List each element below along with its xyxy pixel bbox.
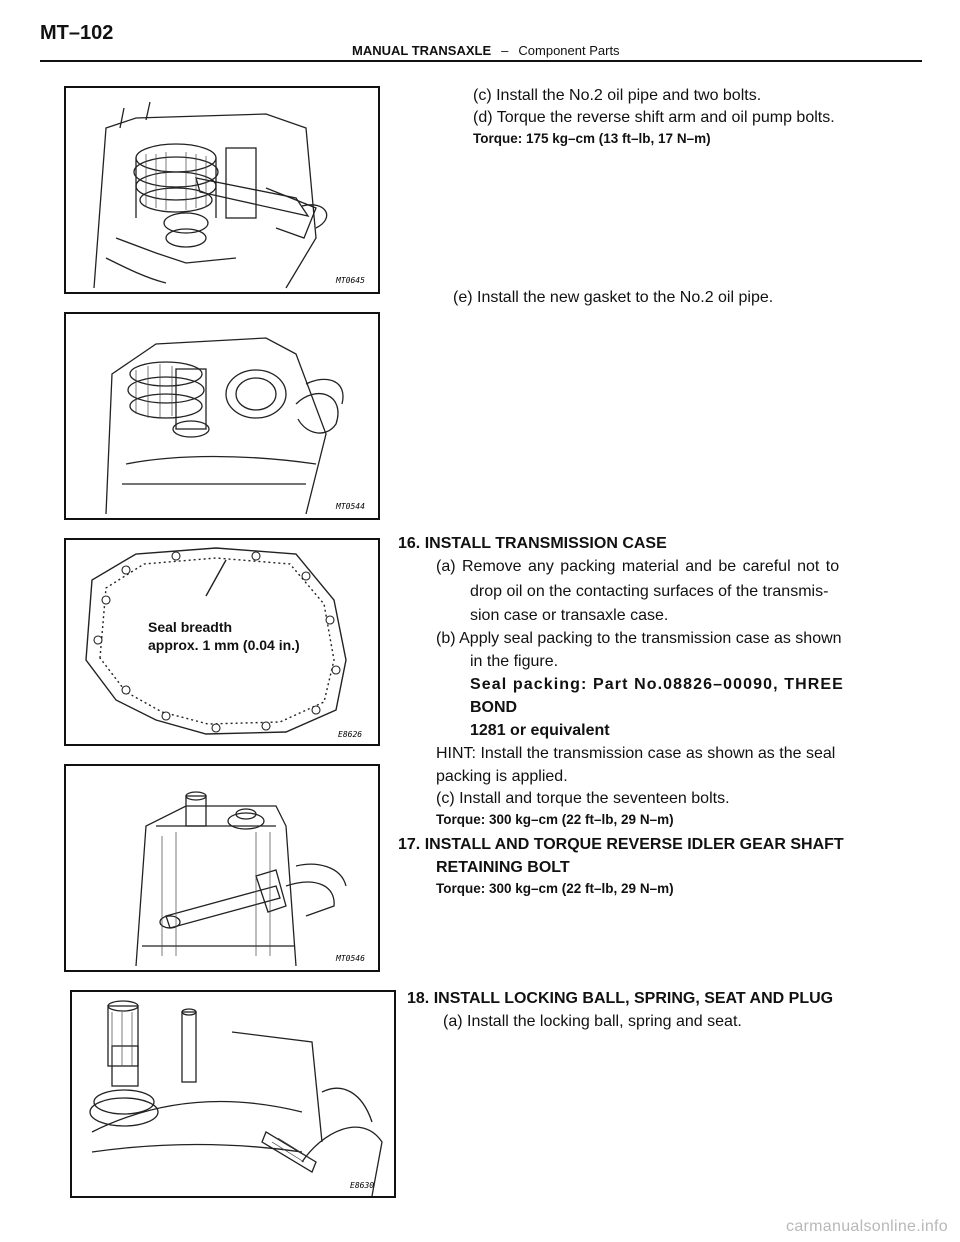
figure-gasket-install [64,312,380,520]
step-16-title: 16. INSTALL TRANSMISSION CASE [398,535,667,552]
step-16-hint-line2: packing is applied. [436,768,568,785]
step-18-title: 18. INSTALL LOCKING BALL, SPRING, SEAT AND PLUG [407,990,834,1007]
section-header [352,43,620,58]
step-15d: (d) Torque the reverse shift arm and oil pump bolts. [473,109,835,126]
figure-label-seal-approx: approx. 1 mm (0.04 in.) [148,637,300,653]
step-16a-line2: drop oil on the contacting surfaces of the transmis- [470,583,829,600]
step-16b-line1: (b) Apply seal packing to the transmission case as shown [436,630,842,647]
figure-seal-packing [64,538,380,746]
step-17-title-line1: 17. INSTALL AND TORQUE REVERSE IDLER GEAR SHAFT [398,836,844,853]
step-15e: (e) Install the new gasket to the No.2 oil pipe. [453,289,774,306]
figure-illustration [66,766,378,970]
step-15d-torque: Torque: 175 kg–cm (13 ft–lb, 17 N–m) [473,131,711,146]
step-16b-seal-line3: 1281 or equivalent [470,722,610,739]
section-separator: – [501,43,509,58]
step-16c-torque: Torque: 300 kg–cm (22 ft–lb, 29 N–m) [436,812,674,827]
figure-illustration [72,992,394,1196]
step-17-torque: Torque: 300 kg–cm (22 ft–lb, 29 N–m) [436,881,674,896]
figure-code: MT0544 [336,502,365,511]
figure-oil-pipe-install [64,86,380,294]
header-rule [40,60,922,62]
figure-illustration [66,540,378,744]
step-16b-seal-line2: BOND [470,699,518,716]
figure-code: E8630 [350,1181,375,1190]
step-16a-line3: sion case or transaxle case. [470,607,669,624]
step-16c: (c) Install and torque the seventeen bolts. [436,790,730,807]
figure-code: E8626 [338,730,363,739]
watermark: carmanualsonline.info [786,1218,948,1235]
figure-label-seal-breadth: Seal breadth [148,619,233,635]
step-17-title-line2: RETAINING BOLT [436,859,570,876]
figure-code: MT0546 [336,954,365,963]
step-15c: (c) Install the No.2 oil pipe and two bolts. [473,87,762,104]
figure-idler-shaft-bolt [64,764,380,972]
step-16a-line1: (a) Remove any packing material and be careful not to [436,558,840,575]
figure-illustration [66,88,378,292]
step-16-hint-line1: HINT: Install the transmission case as shown as the seal [436,745,836,762]
section-title: MANUAL TRANSAXLE [352,43,492,58]
page-number: MT–102 [40,22,114,44]
step-18a: (a) Install the locking ball, spring and seat. [443,1013,742,1030]
figure-code: MT0645 [336,276,365,285]
step-16b-seal-line1: Seal packing: Part No.08826–00090, THREE [470,676,844,693]
subsection-title: Component Parts [518,43,620,58]
figure-locking-ball [70,990,396,1198]
figure-illustration [66,314,378,518]
step-16b-line2: in the figure. [470,653,559,670]
